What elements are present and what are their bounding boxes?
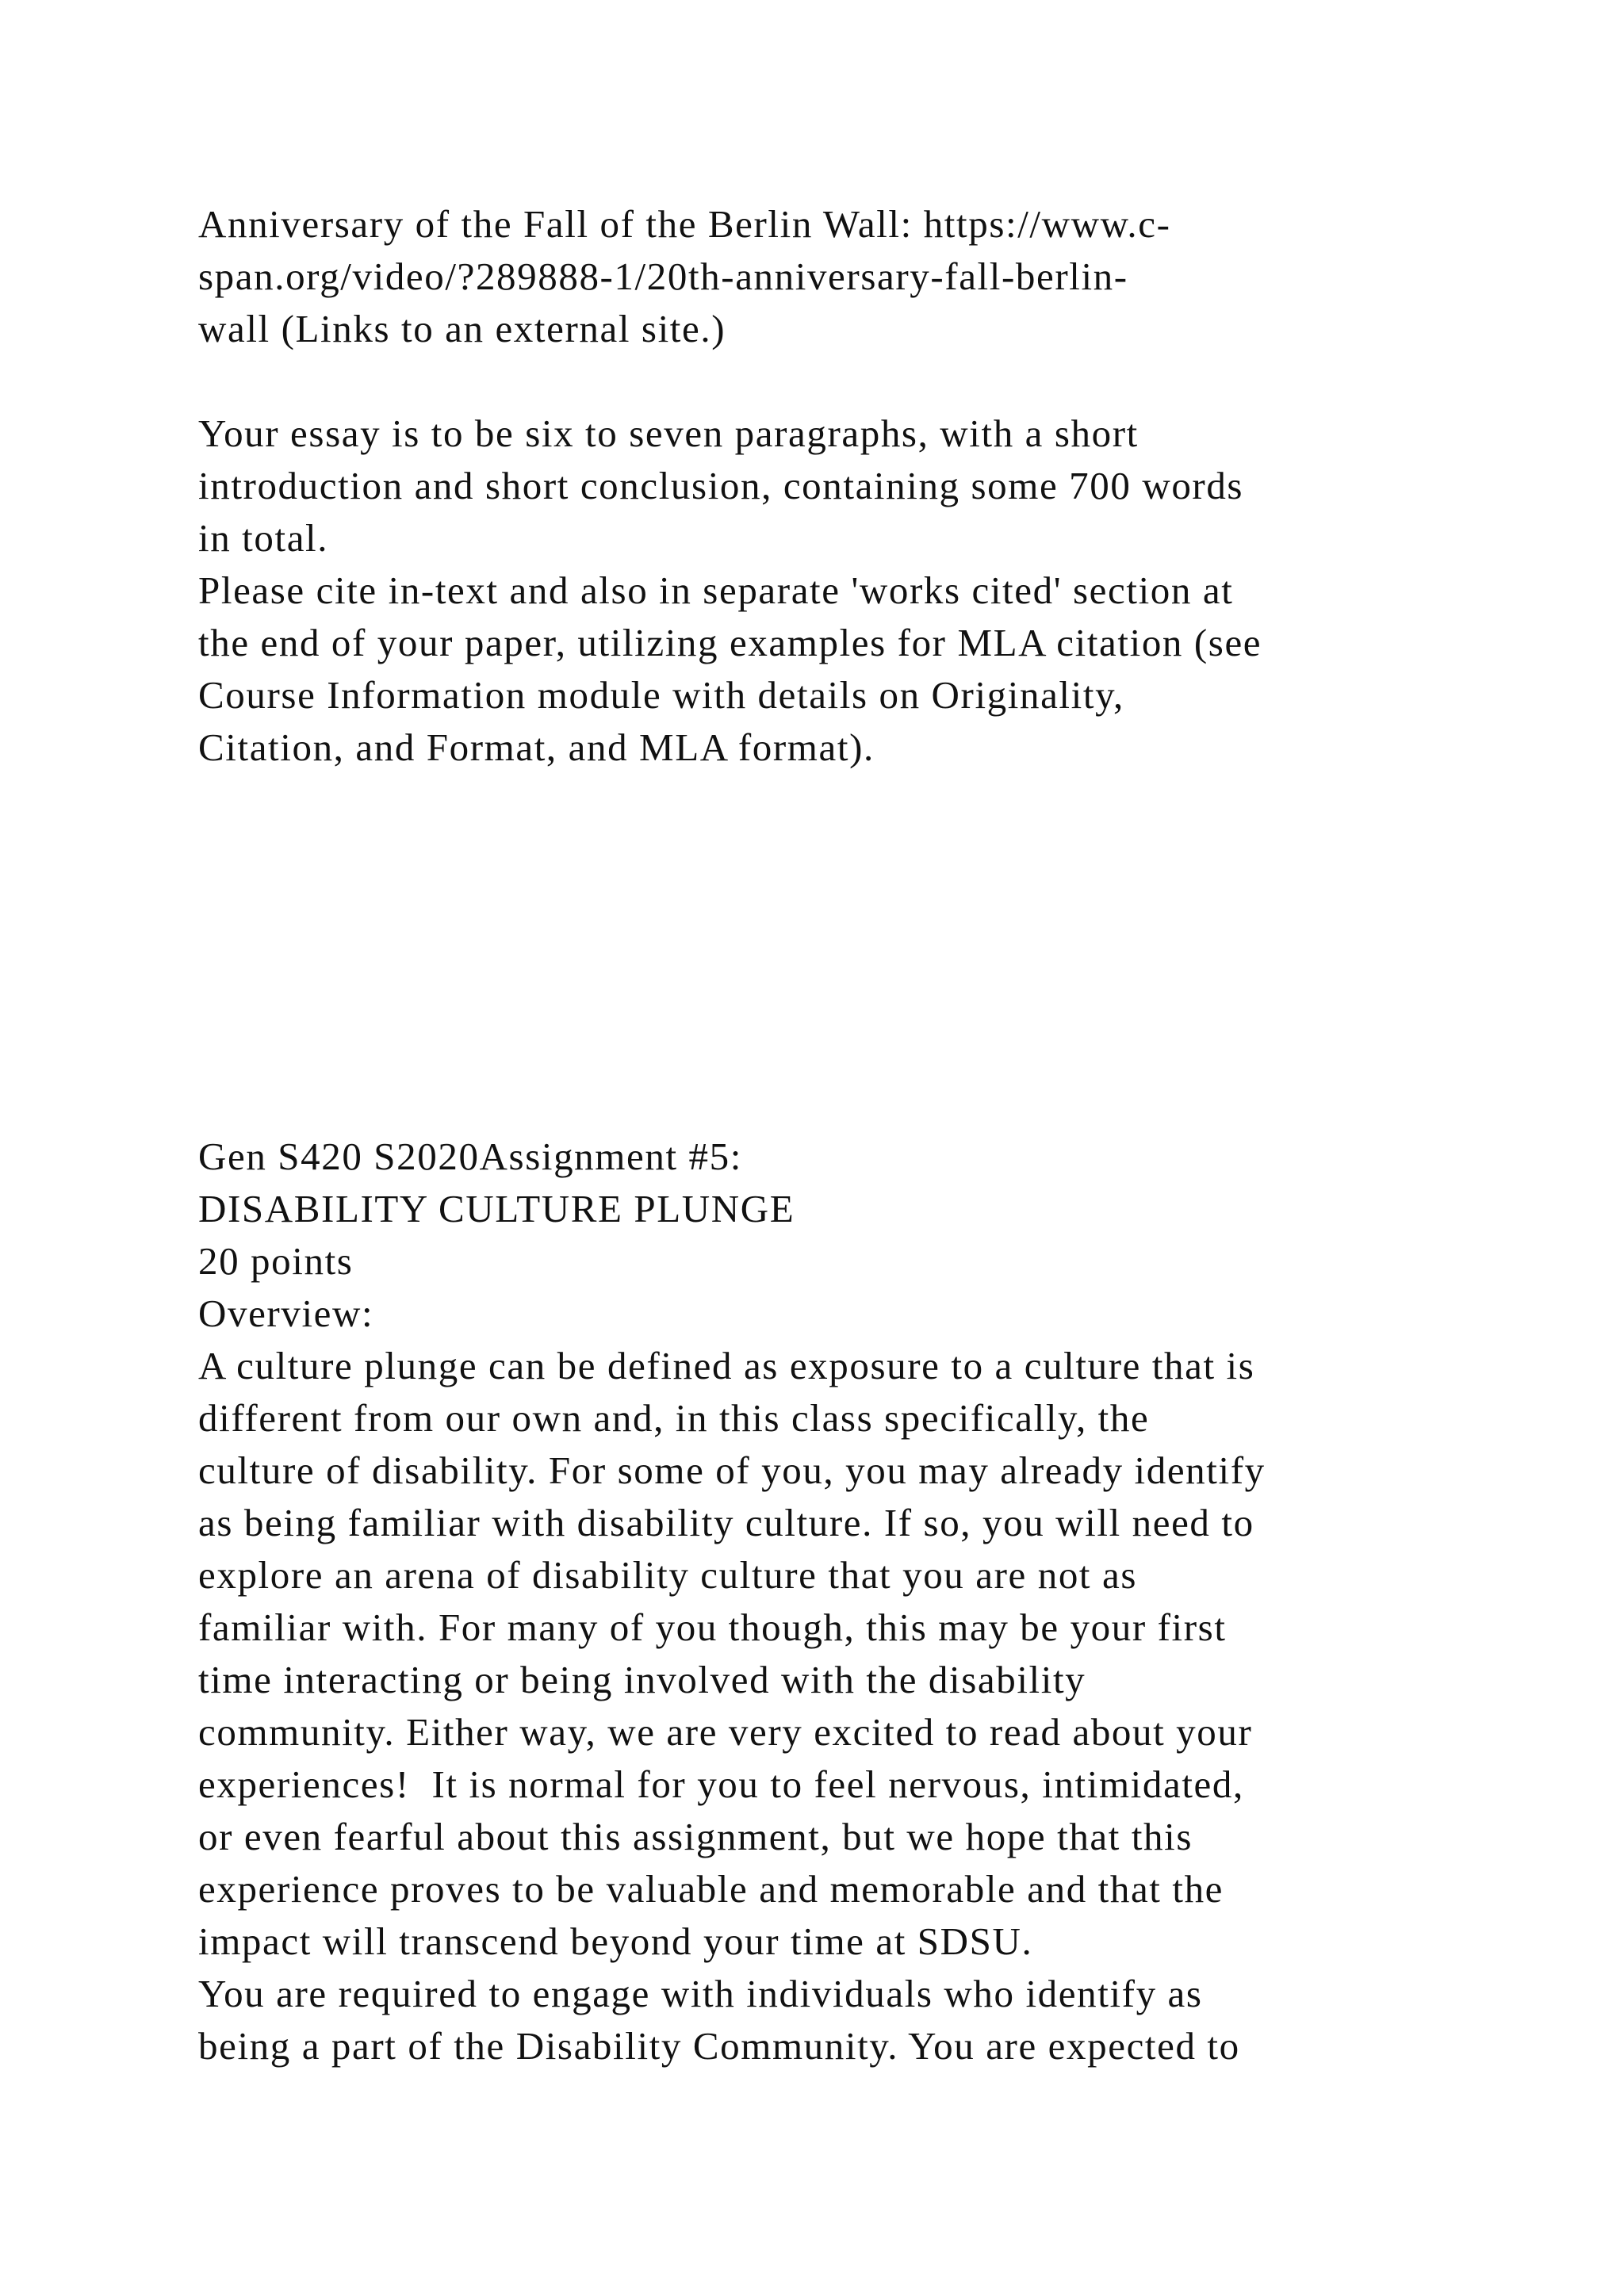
- text-line: community. Either way, we are very excited to read about your: [198, 1710, 1253, 1754]
- text-line: explore an arena of disability culture that you are not as: [198, 1553, 1138, 1597]
- text-line: Please cite in-text and also in separate 'works cited' section at: [198, 568, 1234, 612]
- text-line: in total.: [198, 516, 329, 560]
- text-line: introduction and short conclusion, containing some 700 words: [198, 464, 1244, 507]
- overview-label: Overview:: [198, 1292, 374, 1335]
- berlin-wall-link-paragraph: [198, 198, 1499, 355]
- text-line: Citation, and Format, and MLA format).: [198, 725, 875, 769]
- assignment-heading: DISABILITY CULTURE PLUNGE: [198, 1187, 795, 1230]
- text-line: different from our own and, in this class specifically, the: [198, 1396, 1150, 1440]
- text-line: Course Information module with details on Originality,: [198, 673, 1124, 717]
- text-line: or even fearful about this assignment, but we hope that this: [198, 1815, 1193, 1858]
- text-line: span.org/video/?289888-1/20th-anniversary-fall-berlin-: [198, 254, 1128, 298]
- text-line: You are required to engage with individuals who identify as: [198, 1972, 1203, 2015]
- text-line: Anniversary of the Fall of the Berlin Wall: https://www.c-: [198, 202, 1171, 246]
- text-line: culture of disability. For some of you, you may already identify: [198, 1448, 1266, 1492]
- assignment-section: [198, 1131, 1499, 2072]
- text-line: impact will transcend beyond your time at SDSU.: [198, 1919, 1033, 1963]
- text-line: being a part of the Disability Community. You are expected to: [198, 2024, 1240, 2068]
- essay-instructions-paragraph: [198, 408, 1499, 774]
- text-line: the end of your paper, utilizing examples for MLA citation (see: [198, 621, 1262, 664]
- assignment-title: Gen S420 S2020Assignment #5:: [198, 1135, 742, 1178]
- assignment-points: 20 points: [198, 1239, 354, 1283]
- text-line: experiences! It is normal for you to feel nervous, intimidated,: [198, 1762, 1244, 1806]
- text-line: experience proves to be valuable and memorable and that the: [198, 1867, 1224, 1911]
- text-line: time interacting or being involved with the disability: [198, 1658, 1086, 1701]
- text-line: A culture plunge can be defined as exposure to a culture that is: [198, 1344, 1255, 1387]
- text-line: Your essay is to be six to seven paragraphs, with a short: [198, 411, 1139, 455]
- text-line: wall (Links to an external site.): [198, 307, 726, 350]
- text-line: as being familiar with disability culture. If so, you will need to: [198, 1501, 1254, 1544]
- text-line: familiar with. For many of you though, this may be your first: [198, 1605, 1227, 1649]
